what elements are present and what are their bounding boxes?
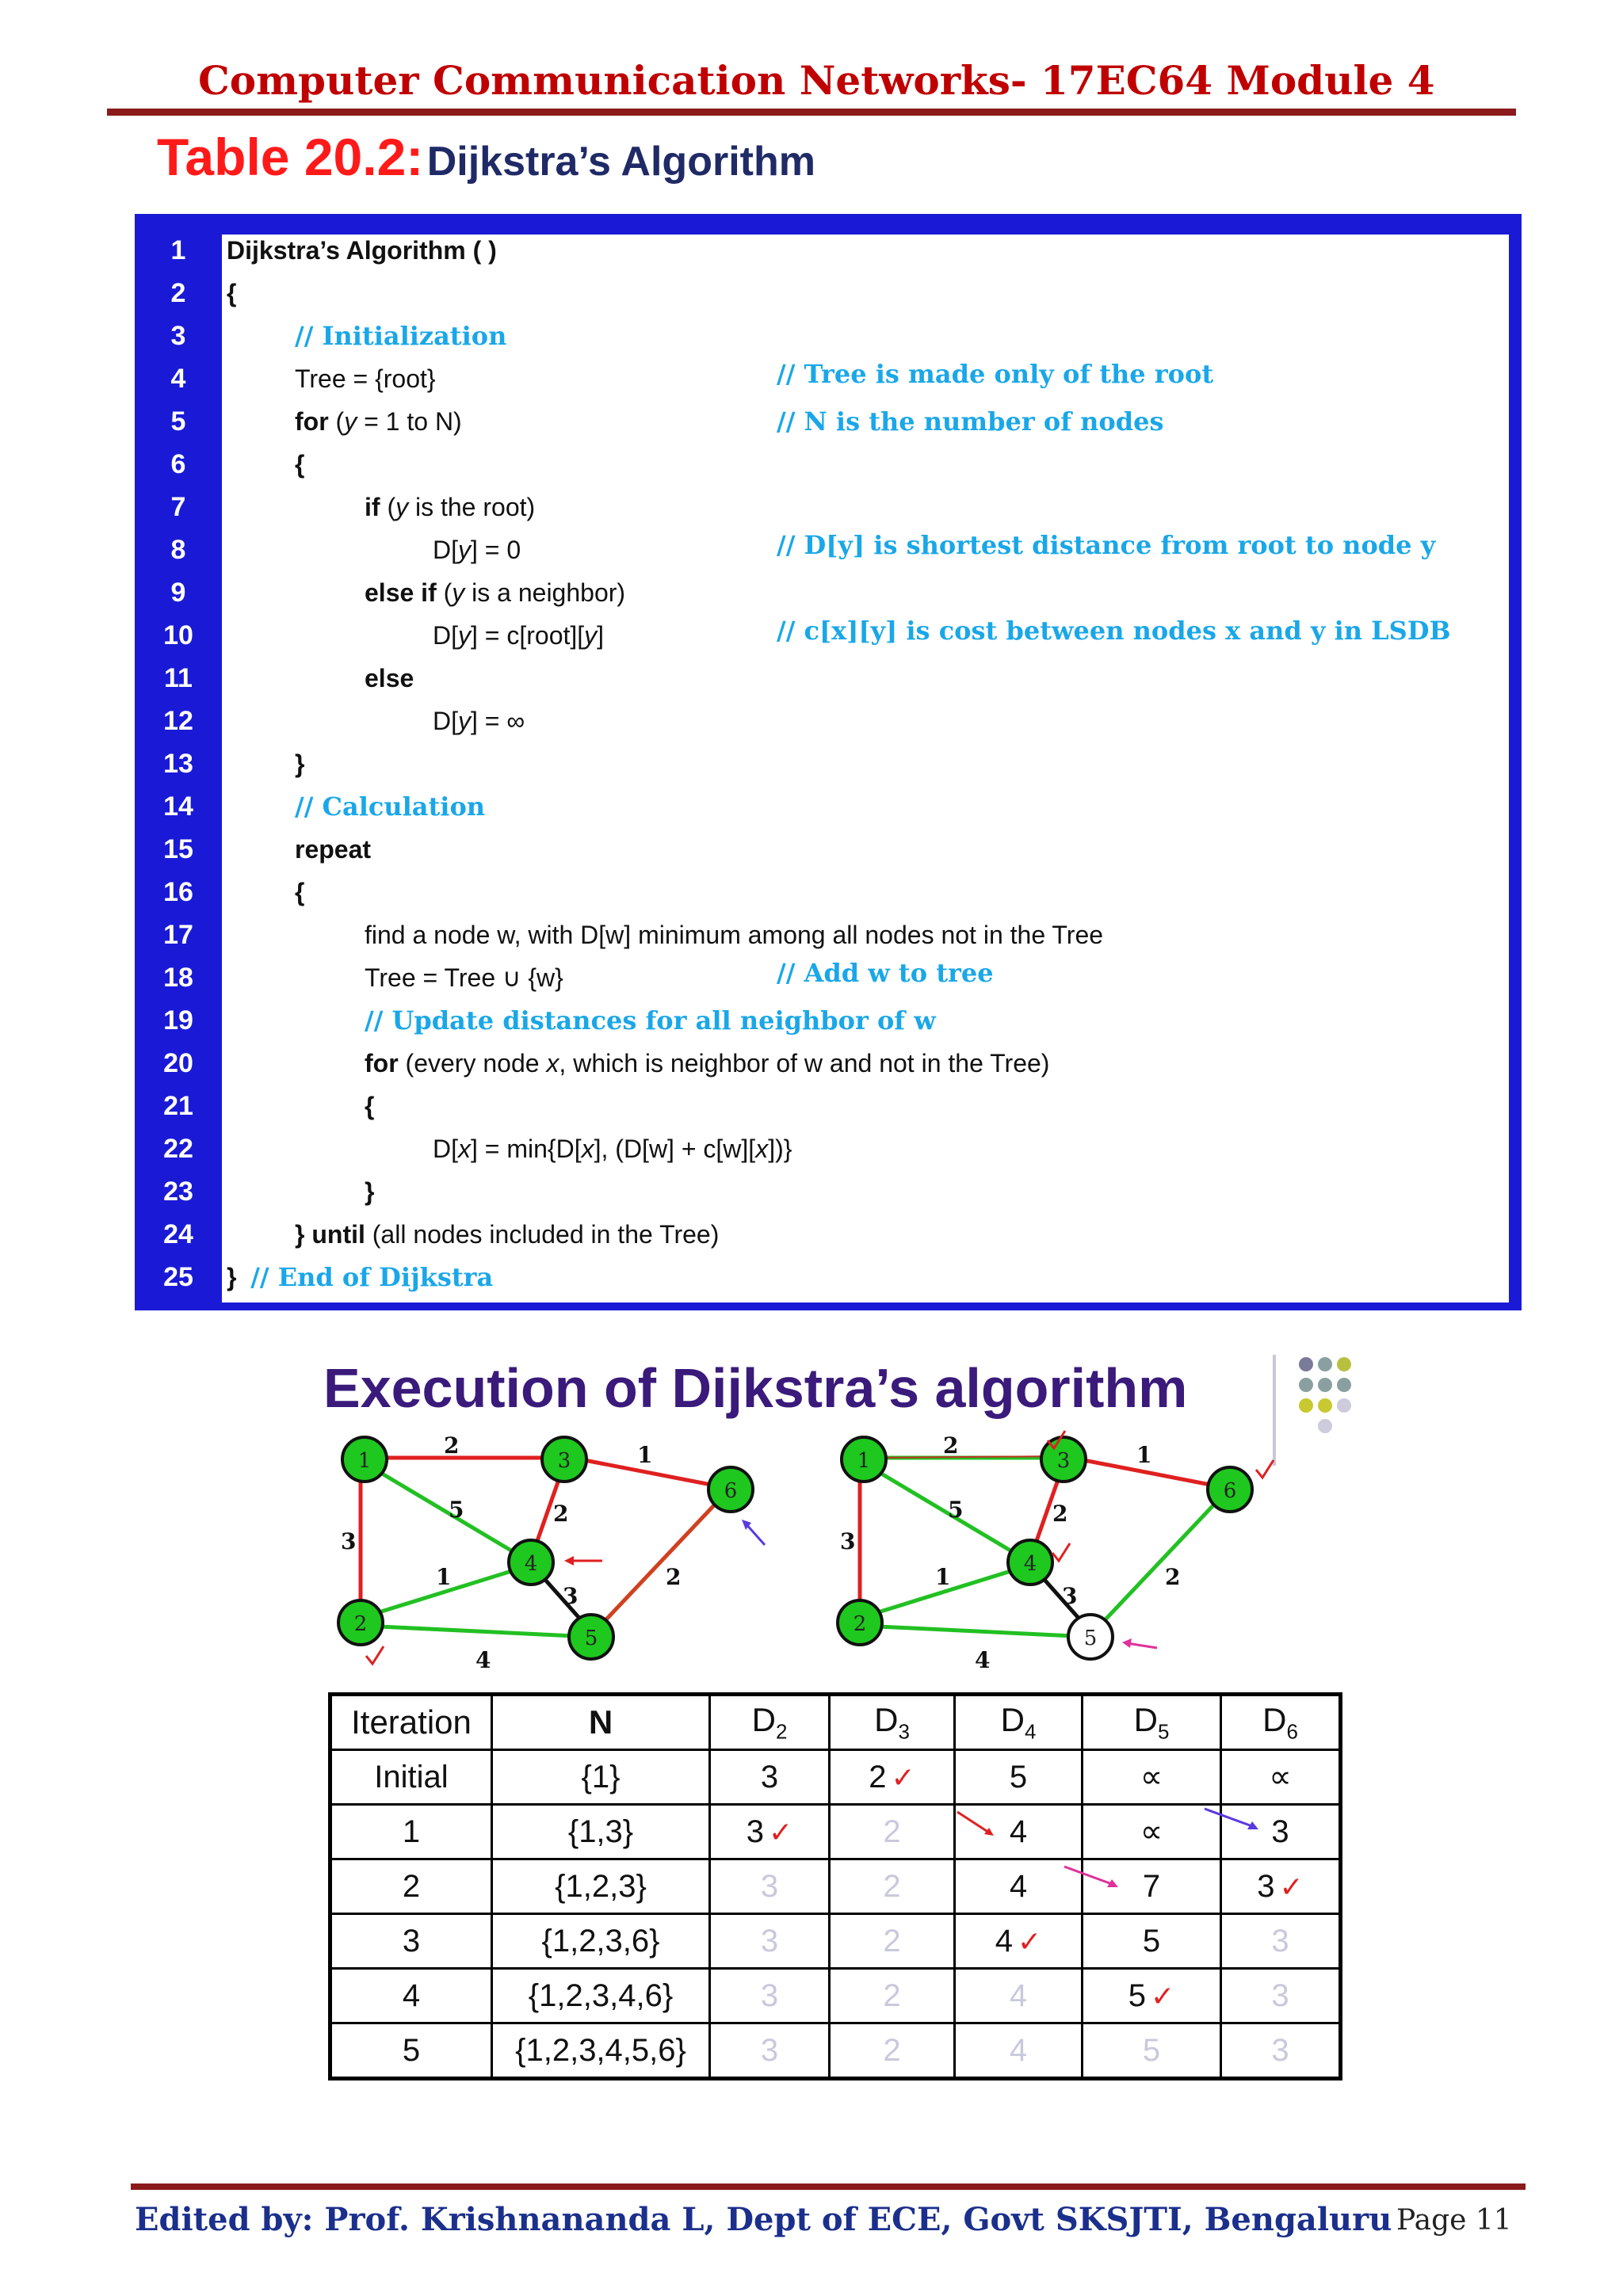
- svg-text:6: 6: [1223, 1479, 1237, 1503]
- svg-text:4: 4: [1023, 1552, 1037, 1576]
- table-row: 2 {1,2,3} 3 2 4 7 3 ✓: [330, 1859, 1341, 1914]
- document-header-title: Computer Communication Networks- 17EC64 Module 4: [198, 57, 1435, 104]
- line-number: 16: [163, 877, 193, 907]
- svg-text:6: 6: [724, 1479, 738, 1503]
- line-number: 21: [163, 1091, 193, 1121]
- svg-text:5: 5: [584, 1627, 598, 1650]
- check-mark-icon: ✓: [1279, 1870, 1304, 1903]
- line-number: 7: [170, 492, 186, 522]
- svg-text:1: 1: [637, 1442, 653, 1468]
- table-row: 5 {1,2,3,4,5,6} 3 2 4 5 3: [330, 2023, 1341, 2079]
- line-number: 12: [163, 706, 193, 736]
- header-n: N: [492, 1695, 710, 1750]
- header-d2: $D_2$: [710, 1695, 830, 1750]
- code-line-22: D[x] = min{D[x], (D[w] + c[w][x])}: [433, 1135, 792, 1163]
- code-line-5: for (y = 1 to N): [295, 407, 462, 436]
- code-line-12: D[y] = ∞: [433, 707, 525, 735]
- line-number: 11: [164, 663, 193, 693]
- svg-text:4: 4: [475, 1647, 491, 1673]
- header-d4: $D_4$: [955, 1695, 1083, 1750]
- table-number: Table 20.2: [157, 128, 407, 186]
- check-mark-icon: ✓: [1018, 1924, 1042, 1958]
- svg-text:2: 2: [666, 1564, 682, 1590]
- arrow-head-icon: [1122, 1638, 1132, 1648]
- line-number: 2: [170, 278, 186, 308]
- check-mark-icon: [1256, 1460, 1274, 1478]
- svg-text:1: 1: [1136, 1442, 1152, 1468]
- line-number: 9: [170, 578, 186, 608]
- line-number: 23: [163, 1177, 193, 1207]
- svg-text:3: 3: [1056, 1449, 1071, 1473]
- dijkstra-graphs: [317, 1426, 1300, 1688]
- header-d5: $D_5$: [1083, 1695, 1221, 1750]
- line-number: 8: [170, 535, 186, 565]
- svg-text:3: 3: [557, 1449, 571, 1473]
- line-number: 24: [163, 1219, 193, 1249]
- iteration-table: [328, 1692, 1342, 2081]
- svg-text:1: 1: [436, 1564, 452, 1590]
- code-line-1: Dijkstra’s Algorithm ( ): [227, 236, 497, 265]
- decorative-dots-icon: [1295, 1353, 1358, 1440]
- code-line-19: // Update distances for all neighbor of w: [365, 1005, 936, 1035]
- table-colon: :: [406, 128, 424, 186]
- header-d6: $D_6$: [1221, 1695, 1341, 1750]
- arrow-icon: [1063, 1863, 1126, 1895]
- footer-editor: Edited by: Prof. Krishnananda L, Dept of ECE, Govt SKSJTI, Bengaluru: [135, 2201, 1392, 2238]
- arrow-icon: [1203, 1806, 1266, 1837]
- line-number: 20: [163, 1048, 193, 1078]
- line-number: 10: [163, 620, 193, 650]
- svg-text:3: 3: [341, 1528, 357, 1554]
- line-number: 5: [170, 406, 186, 437]
- header-rule: [107, 109, 1516, 116]
- code-line-9: else if (y is a neighbor): [365, 578, 626, 607]
- edge-2-5: [363, 1626, 590, 1637]
- svg-text:2: 2: [1052, 1501, 1068, 1527]
- code-line-10: D[y] = c[root][y]: [433, 621, 605, 650]
- svg-text:5: 5: [449, 1497, 464, 1523]
- code-line-7: if (y is the root): [365, 493, 536, 521]
- line-number-column: [135, 235, 222, 1302]
- code-line-2: {: [227, 279, 237, 307]
- arrow-icon: [956, 1809, 1003, 1840]
- line-number: 4: [170, 364, 186, 394]
- svg-text:1: 1: [935, 1564, 951, 1590]
- code-line-6: {: [295, 450, 305, 479]
- code-comment-10: // c[x][y] is cost between nodes x and y in LSDB: [777, 616, 1451, 646]
- table-row: Initial {1} 3 2 ✓ 5 ∝ ∝: [330, 1750, 1341, 1805]
- header-iteration: Iteration: [330, 1695, 492, 1750]
- line-number: 25: [163, 1262, 193, 1292]
- svg-text:4: 4: [975, 1647, 991, 1673]
- svg-text:5: 5: [1083, 1627, 1098, 1650]
- graph-1: [338, 1432, 765, 1673]
- check-mark-icon: [366, 1646, 384, 1664]
- algorithm-listing: [135, 214, 1522, 1310]
- svg-text:3: 3: [840, 1528, 856, 1554]
- table-row: 3 {1,2,3,6} 3 2 4 ✓ 5 3: [330, 1914, 1341, 1969]
- code-line-24: } until (all nodes included in the Tree): [295, 1220, 720, 1249]
- line-number: 15: [163, 834, 193, 864]
- edge-5-6: [593, 1491, 727, 1634]
- code-line-14: // Calculation: [295, 791, 486, 822]
- svg-text:1: 1: [857, 1449, 871, 1473]
- code-line-18: Tree = Tree ∪ {w}: [365, 963, 563, 992]
- code-body: [222, 235, 1509, 1302]
- execution-title: Execution of Dijkstra’s algorithm: [323, 1357, 1188, 1419]
- code-line-11: else: [365, 664, 414, 692]
- graph-2: [838, 1431, 1274, 1673]
- code-comment-18: // Add w to tree: [777, 958, 994, 988]
- page-number: Page 11: [1396, 2204, 1512, 2237]
- check-mark-icon: ✓: [891, 1760, 915, 1794]
- line-number: 13: [163, 749, 193, 779]
- check-mark-icon: ✓: [769, 1815, 793, 1848]
- code-comment-5: // N is the number of nodes: [777, 406, 1164, 437]
- line-number: 19: [163, 1005, 193, 1035]
- table-subtitle: Dijkstra’s Algorithm: [426, 139, 815, 185]
- svg-text:2: 2: [353, 1612, 368, 1636]
- svg-text:2: 2: [553, 1501, 569, 1527]
- line-number: 18: [163, 963, 193, 993]
- code-comment-4: // Tree is made only of the root: [777, 359, 1214, 389]
- svg-text:3: 3: [563, 1583, 579, 1609]
- code-line-13: }: [295, 749, 305, 778]
- line-number: 3: [170, 321, 186, 351]
- table-title: [157, 127, 815, 187]
- code-line-23: }: [365, 1177, 375, 1206]
- line-number: 17: [163, 920, 193, 950]
- svg-text:4: 4: [524, 1552, 538, 1576]
- code-line-21: {: [365, 1092, 375, 1120]
- code-line-16: {: [295, 878, 305, 906]
- line-number: 22: [163, 1134, 193, 1164]
- code-line-25: } // End of Dijkstra: [227, 1262, 494, 1292]
- line-number: 14: [163, 791, 193, 822]
- header-d3: $D_3$: [830, 1695, 955, 1750]
- line-number: 6: [170, 449, 186, 479]
- code-line-8: D[y] = 0: [433, 536, 521, 564]
- svg-text:1: 1: [357, 1449, 372, 1473]
- svg-text:3: 3: [1062, 1583, 1078, 1609]
- edge-5-6: [1092, 1491, 1227, 1634]
- svg-text:2: 2: [943, 1432, 959, 1459]
- arrow-to-node-5: [1127, 1643, 1157, 1648]
- svg-text:2: 2: [444, 1432, 460, 1459]
- code-line-15: repeat: [295, 835, 372, 864]
- table-row: 4 {1,2,3,4,6} 3 2 4 5 ✓ 3: [330, 1969, 1341, 2023]
- code-line-17: find a node w, with D[w] minimum among all nodes not in the Tree: [365, 921, 1104, 949]
- svg-text:2: 2: [853, 1612, 867, 1636]
- footer-rule: [131, 2183, 1526, 2190]
- table-row: 1 {1,3} 3 ✓ 2 4 ∝ 3: [330, 1805, 1341, 1859]
- svg-text:2: 2: [1165, 1564, 1181, 1590]
- code-comment-8: // D[y] is shortest distance from root to node y: [777, 530, 1436, 560]
- check-mark-icon: ✓: [1151, 1979, 1175, 2012]
- svg-text:5: 5: [948, 1497, 964, 1523]
- code-line-4: Tree = {root}: [295, 364, 436, 393]
- check-mark-icon: [1052, 1543, 1070, 1561]
- code-line-20: for (every node x, which is neighbor of w and not in the Tree): [365, 1049, 1050, 1077]
- table-header-row: [330, 1695, 1341, 1750]
- arrow-head-icon: [564, 1556, 574, 1566]
- code-line-3: // Initialization: [295, 321, 507, 351]
- line-number: 1: [170, 235, 186, 265]
- edge-2-5: [862, 1626, 1090, 1637]
